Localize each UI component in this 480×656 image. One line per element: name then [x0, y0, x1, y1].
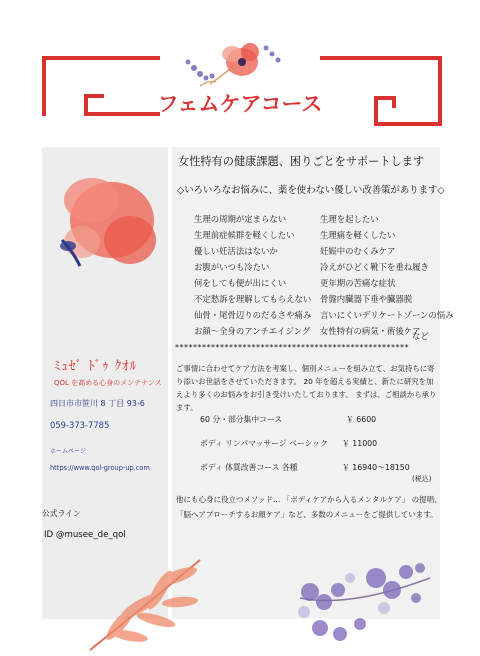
concern-item: 妊娠中のむくみケア	[320, 246, 396, 256]
frame-top-right-bar	[320, 56, 442, 60]
line-label: 公式ライン	[42, 509, 81, 518]
purple-flowers-illustration	[280, 538, 440, 656]
concern-item: 生理を起したい	[320, 214, 379, 224]
page-title: フェムケアコース	[157, 92, 323, 116]
concerns-etc: など	[412, 331, 429, 341]
star-divider: ****************************************************	[175, 343, 409, 352]
description-text: ご事情に合わせてケア方法を考案し、個別メニューを組み立て、お気持ちに寄り添いお世話をさせていただきます。 20 年を超える実績と、新たに研究を加えより多くのお悩みをお引き受けいたしております。 まずは、ご相談から承ります。	[176, 364, 437, 412]
concern-item: お腹がいつも冷たい	[194, 262, 270, 272]
top-flower-illustration	[180, 34, 290, 94]
concern-item: 生理の周期が定まらない	[194, 214, 287, 224]
frame-right-bottom	[374, 122, 442, 126]
frame-right-vertical	[438, 56, 442, 126]
line-id[interactable]: ID @musee_de_qol	[44, 530, 126, 540]
concern-item: 言いにくいデリケートゾーンの悩み	[320, 310, 454, 320]
subhead: ◇いろいろなお悩みに、薬を使わない優しい改善策があります◇	[177, 185, 445, 196]
shop-address: 四日市市笹川 8 丁目 93-6	[50, 399, 145, 408]
concern-item: 生理痛を軽くしたい	[320, 230, 396, 240]
price-course-name: 60 分・部分集中コース	[200, 415, 283, 424]
price-value: ￥ 6600	[346, 415, 377, 424]
price-value: ￥ 16940～18150	[342, 463, 410, 472]
red-poppy-illustration	[42, 170, 168, 290]
orange-leaves-illustration	[80, 540, 230, 656]
concern-item: お顔～全身のアンチエイジング	[194, 326, 311, 336]
concern-item: 骨盤内臓器下垂や臓器脱	[320, 294, 413, 304]
concern-item: 女性特有の病気・術後ケア	[320, 326, 421, 336]
concern-item: 優しい妊活法はないか	[194, 246, 278, 256]
frame-top-left-bar	[42, 56, 160, 60]
concern-item: 生理前症候群を軽くしたい	[194, 230, 295, 240]
frame-right-hook-down	[392, 96, 396, 108]
shop-name: ﾐｭｾﾞ ﾄﾞｩ ｸｵﾙ	[54, 359, 138, 374]
frame-left-hook-top	[84, 94, 104, 98]
frame-left-vertical	[42, 56, 46, 116]
price-value: ￥ 11000	[342, 439, 378, 448]
concern-item: 更年期の苦痛な症状	[320, 278, 396, 288]
price-course-name: ボディ 体質改善コース 各種	[200, 463, 298, 472]
footer-text: 他にも心身に役立つメソッド… 「ボディケアから入るメンタルケア」 の提唱、「脳へアプローチするお顔ケア」など、多数のメニューをご提供しています。	[176, 495, 442, 519]
price-course-name: ボディ リンパマッサージ ベーシック	[200, 439, 328, 448]
frame-right-hook	[374, 96, 378, 126]
tax-note: (税込)	[412, 475, 432, 483]
concern-item: 何をしても便が出にくい	[194, 278, 287, 288]
concern-item: 冷えがひどく靴下を重ね履き	[320, 262, 429, 272]
homepage-label: ホームページ	[50, 448, 86, 455]
concern-item: 不定愁訴を理解してもらえない	[194, 294, 312, 304]
shop-phone[interactable]: 059-373-7785	[50, 420, 110, 430]
homepage-link[interactable]: https://www.qol-group-up.com	[50, 464, 150, 472]
concern-item: 仙骨・尾骨辺りのだるさや痛み	[194, 310, 312, 320]
headline: 女性特有の健康課題、困りごとをサポートします	[178, 155, 425, 168]
shop-tagline: QOL を高める心身のメンテナンス	[54, 379, 162, 387]
